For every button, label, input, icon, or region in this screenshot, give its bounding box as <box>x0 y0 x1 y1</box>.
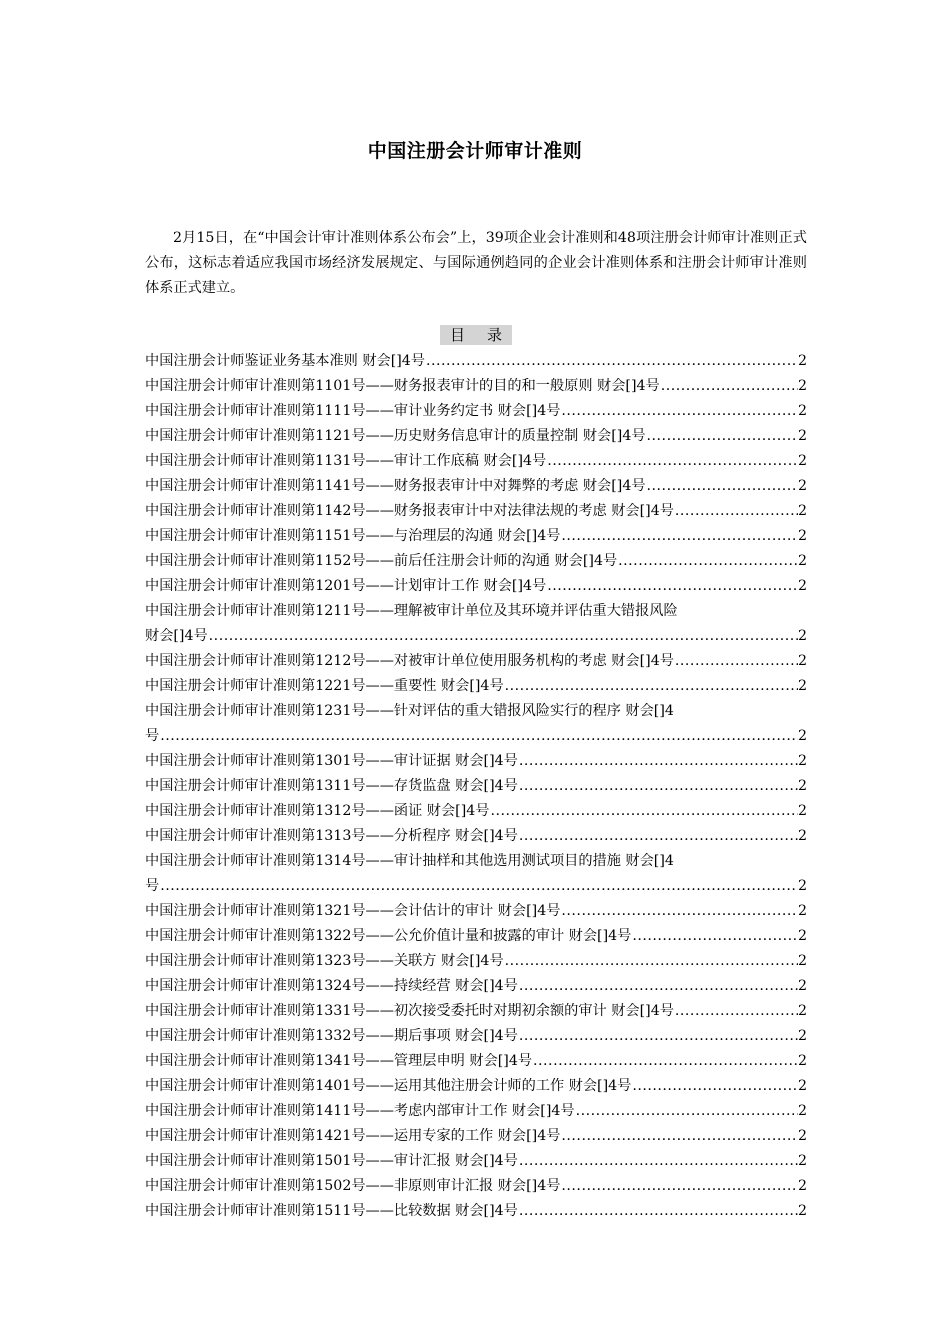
toc-leader-dots <box>489 799 798 824</box>
toc-entry-text: 中国注册会计师审计准则第1131号——审计工作底稿 财会[]4号 <box>145 453 547 469</box>
toc-entry[interactable] <box>145 749 807 774</box>
toc-leader-dots <box>518 1149 798 1174</box>
toc-page-number: 2 <box>797 478 807 494</box>
toc-entry-text: 中国注册会计师审计准则第1313号——分析程序 财会[]4号 <box>145 828 518 844</box>
toc-entry-text: 中国注册会计师审计准则第1142号——财务报表审计中对法律法规的考虑 财会[]4号 <box>145 503 674 519</box>
toc-entry[interactable] <box>145 549 807 574</box>
toc-entry-text: 中国注册会计师审计准则第1401号——运用其他注册会计师的工作 财会[]4号 <box>145 1078 632 1094</box>
toc-page-number: 2 <box>797 1028 807 1044</box>
toc-entry-text: 中国注册会计师审计准则第1211号——理解被审计单位及其环境并评估重大错报风险 <box>145 603 678 619</box>
toc-page-number: 2 <box>797 503 807 519</box>
toc-entry-text: 中国注册会计师审计准则第1101号——财务报表审计的目的和一般原则 财会[]4号 <box>145 378 660 394</box>
toc-page-number: 2 <box>797 1053 807 1069</box>
toc-entry-text: 中国注册会计师审计准则第1421号——运用专家的工作 财会[]4号 <box>145 1128 561 1144</box>
toc-page-number: 2 <box>797 778 807 794</box>
toc-entry[interactable] <box>145 924 807 949</box>
toc-page-number: 2 <box>797 1128 807 1144</box>
toc-heading-left: 目 <box>450 326 466 344</box>
toc-leader-dots <box>504 674 798 699</box>
toc-entry-text: 中国注册会计师审计准则第1322号——公允价值计量和披露的审计 财会[]4号 <box>145 928 632 944</box>
toc-leader-dots <box>560 524 798 549</box>
toc-entry-text: 中国注册会计师审计准则第1301号——审计证据 财会[]4号 <box>145 753 518 769</box>
toc-leader-dots <box>532 1049 798 1074</box>
toc-entry[interactable] <box>145 349 807 374</box>
toc-page-number: 2 <box>797 1103 807 1119</box>
toc-entry[interactable] <box>145 624 807 649</box>
toc-leader-dots <box>674 649 798 674</box>
toc-entry[interactable] <box>145 1174 807 1199</box>
toc-page-number: 2 <box>797 828 807 844</box>
toc-heading <box>440 325 512 345</box>
toc-entry[interactable] <box>145 574 807 599</box>
toc-leader-dots <box>425 349 798 374</box>
toc-entry[interactable] <box>145 849 807 874</box>
toc-entry[interactable] <box>145 699 807 724</box>
toc-entry-text: 中国注册会计师审计准则第1152号——前后任注册会计师的沟通 财会[]4号 <box>145 553 618 569</box>
toc-page-number: 2 <box>797 978 807 994</box>
toc-leader-dots <box>575 1099 798 1124</box>
toc-entry[interactable] <box>145 524 807 549</box>
toc-entry-text: 中国注册会计师审计准则第1501号——审计汇报 财会[]4号 <box>145 1153 518 1169</box>
toc-entry-text: 中国注册会计师审计准则第1141号——财务报表审计中对舞弊的考虑 财会[]4号 <box>145 478 646 494</box>
toc-entry[interactable] <box>145 1199 807 1224</box>
toc-entry[interactable] <box>145 449 807 474</box>
toc-page-number: 2 <box>797 1078 807 1094</box>
toc-page-number: 2 <box>797 753 807 769</box>
toc-page-number: 2 <box>797 728 807 744</box>
toc-entry[interactable] <box>145 799 807 824</box>
toc-page-number: 2 <box>797 1178 807 1194</box>
toc-entry[interactable] <box>145 1074 807 1099</box>
toc-entry[interactable] <box>145 999 807 1024</box>
toc-entry[interactable] <box>145 724 807 749</box>
toc-entry[interactable] <box>145 874 807 899</box>
toc-entry-text: 中国注册会计师审计准则第1312号——函证 财会[]4号 <box>145 803 490 819</box>
toc-leader-dots <box>546 574 798 599</box>
toc-entry[interactable] <box>145 649 807 674</box>
toc-leader-dots <box>518 749 798 774</box>
toc-page-number: 2 <box>797 553 807 569</box>
toc-leader-dots <box>159 874 798 899</box>
toc-entry-text: 中国注册会计师审计准则第1321号——会计估计的审计 财会[]4号 <box>145 903 561 919</box>
toc-entry-text: 中国注册会计师审计准则第1323号——关联方 财会[]4号 <box>145 953 504 969</box>
toc-page-number: 2 <box>797 528 807 544</box>
toc-leader-dots <box>518 974 798 999</box>
toc-entry[interactable] <box>145 1099 807 1124</box>
toc-entry[interactable] <box>145 974 807 999</box>
toc-page-number: 2 <box>797 378 807 394</box>
toc-entry-text: 中国注册会计师审计准则第1411号——考虑内部审计工作 财会[]4号 <box>145 1103 575 1119</box>
toc-leader-dots <box>646 424 798 449</box>
toc-entry-text: 财会[]4号 <box>145 628 208 644</box>
toc-leader-dots <box>208 624 798 649</box>
toc-entry[interactable] <box>145 674 807 699</box>
toc-entry[interactable] <box>145 399 807 424</box>
toc-heading-right: 录 <box>486 326 502 344</box>
toc-page-number: 2 <box>797 353 807 369</box>
toc-page-number: 2 <box>797 678 807 694</box>
toc-entry[interactable] <box>145 374 807 399</box>
toc-leader-dots <box>674 999 798 1024</box>
toc-entry-text: 中国注册会计师审计准则第1341号——管理层申明 财会[]4号 <box>145 1053 533 1069</box>
toc-entry[interactable] <box>145 1049 807 1074</box>
toc-leader-dots <box>560 899 798 924</box>
toc-page-number: 2 <box>797 628 807 644</box>
document-title: 中国注册会计师审计准则 <box>367 140 583 162</box>
toc-entry-text: 中国注册会计师审计准则第1221号——重要性 财会[]4号 <box>145 678 504 694</box>
toc-page-number: 2 <box>797 1203 807 1219</box>
toc-page-number: 2 <box>797 953 807 969</box>
toc-leader-dots <box>560 1174 798 1199</box>
toc-entry[interactable] <box>145 1149 807 1174</box>
toc-entry-text: 中国注册会计师审计准则第1314号——审计抽样和其他选用测试项目的措施 财会[]4 <box>145 853 674 869</box>
toc-leader-dots <box>546 449 798 474</box>
toc-page-number: 2 <box>797 453 807 469</box>
toc-page-number: 2 <box>797 578 807 594</box>
toc-entry-text: 中国注册会计师审计准则第1121号——历史财务信息审计的质量控制 财会[]4号 <box>145 428 646 444</box>
toc-leader-dots <box>518 774 798 799</box>
toc-leader-dots <box>560 399 798 424</box>
toc-entry-text: 中国注册会计师审计准则第1332号——期后事项 财会[]4号 <box>145 1028 518 1044</box>
toc-leader-dots <box>674 499 798 524</box>
toc-leader-dots <box>560 1124 798 1149</box>
toc-leader-dots <box>518 1199 798 1224</box>
toc-leader-dots <box>159 724 798 749</box>
toc-entry[interactable] <box>145 949 807 974</box>
toc-leader-dots <box>518 824 798 849</box>
toc-entry[interactable] <box>145 599 807 624</box>
toc-entry[interactable] <box>145 499 807 524</box>
toc-entry-text: 号 <box>145 878 160 894</box>
toc-page-number: 2 <box>797 428 807 444</box>
toc-entry[interactable] <box>145 1024 807 1049</box>
toc-entry[interactable] <box>145 474 807 499</box>
toc-entry-text: 中国注册会计师审计准则第1502号——非原则审计汇报 财会[]4号 <box>145 1178 561 1194</box>
toc-entry-text: 中国注册会计师审计准则第1201号——计划审计工作 财会[]4号 <box>145 578 547 594</box>
toc-entry-text: 中国注册会计师审计准则第1511号——比较数据 财会[]4号 <box>145 1203 518 1219</box>
toc-entry-text: 号 <box>145 728 160 744</box>
toc-entry-text: 中国注册会计师鉴证业务基本准则 财会[]4号 <box>145 353 425 369</box>
toc-entry-text: 中国注册会计师审计准则第1331号——初次接受委托时对期初余额的审计 财会[]4号 <box>145 1003 674 1019</box>
toc-entry-text: 中国注册会计师审计准则第1311号——存货监盘 财会[]4号 <box>145 778 518 794</box>
toc-entry-text: 中国注册会计师审计准则第1324号——持续经营 财会[]4号 <box>145 978 518 994</box>
toc-leader-dots <box>617 549 798 574</box>
toc-page-number: 2 <box>797 878 807 894</box>
toc-entry[interactable] <box>145 1124 807 1149</box>
toc-page-number: 2 <box>797 653 807 669</box>
toc-page-number: 2 <box>797 403 807 419</box>
toc-page-number: 2 <box>797 803 807 819</box>
toc-leader-dots <box>646 474 798 499</box>
toc-leader-dots <box>518 1024 798 1049</box>
toc-leader-dots <box>631 924 798 949</box>
toc-leader-dots <box>504 949 798 974</box>
intro-paragraph: 2月15日，在“中国会计审计准则体系公布会”上，39项企业会计准则和48项注册会计师审计准则正式公布，这标志着适应我国市场经济发展规定、与国际通例趋同的企业会计准则体系和注册会计师审计准则体系正式建立。 <box>145 230 807 296</box>
toc-entry-text: 中国注册会计师审计准则第1212号——对被审计单位使用服务机构的考虑 财会[]4号 <box>145 653 674 669</box>
toc-entry[interactable] <box>145 824 807 849</box>
toc-page-number: 2 <box>797 903 807 919</box>
toc-leader-dots <box>631 1074 798 1099</box>
toc-entry-text: 中国注册会计师审计准则第1111号——审计业务约定书 财会[]4号 <box>145 403 561 419</box>
toc-leader-dots <box>660 374 798 399</box>
toc-entry[interactable] <box>145 899 807 924</box>
toc-entry-text: 中国注册会计师审计准则第1151号——与治理层的沟通 财会[]4号 <box>145 528 561 544</box>
toc-entry[interactable] <box>145 774 807 799</box>
toc-page-number: 2 <box>797 928 807 944</box>
toc-entry-text: 中国注册会计师审计准则第1231号——针对评估的重大错报风险实行的程序 财会[]4 <box>145 703 674 719</box>
toc-page-number: 2 <box>797 1153 807 1169</box>
toc-entry[interactable] <box>145 424 807 449</box>
toc-page-number: 2 <box>797 1003 807 1019</box>
table-of-contents <box>145 349 807 1224</box>
